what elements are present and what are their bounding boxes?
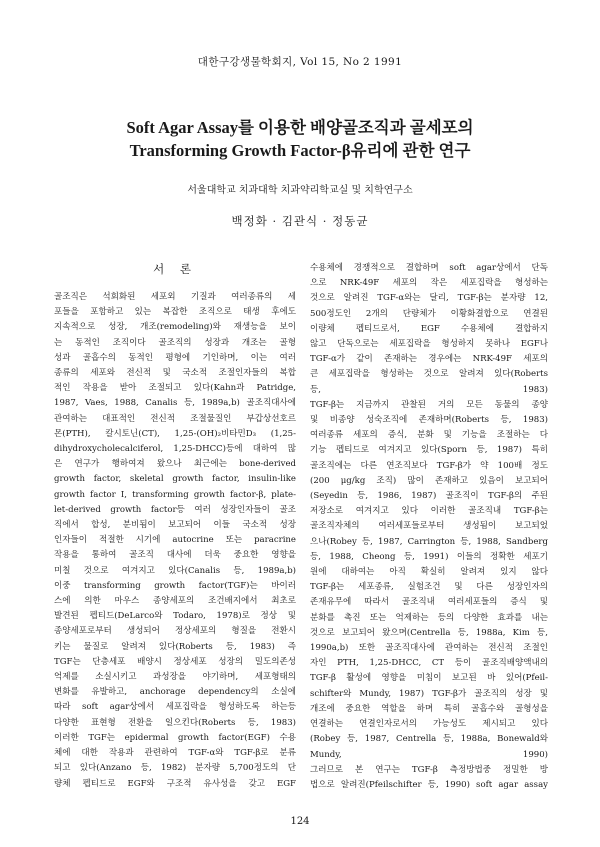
body-text-line: 저장소로 여겨지고 있다 이러한 골조직내 TGF-β는	[310, 506, 548, 517]
right-column	[310, 261, 548, 793]
body-text-line: 지속적으로 성장, 개조(remodeling)와 재생능을 보이	[54, 322, 296, 333]
body-text-line: 기능 펩티드로 여겨지고 있다(Sporn 등, 1987) 특히	[310, 445, 548, 456]
body-text-line: 법으로 알려진(Pfeilschifter 등, 1990) soft agar assay	[310, 779, 548, 790]
left-column-body	[54, 290, 296, 792]
body-text-line: 작용을 통하여 골조직 대사에 더욱 중요한 영향을	[54, 550, 296, 561]
body-text-line: 량체 펩티드로 EGF와 구조적 유사성을 갖고 EGF	[54, 778, 296, 789]
body-text-line: TGF는 단층세포 배양시 정상세포 성장의 밀도의존성	[54, 656, 296, 667]
body-text-line: 키는 물질로 알려져 있다(Roberts 등, 1983) 즉	[54, 641, 296, 652]
body-text-line: 원에 대하여는 아직 확실히 알려져 있지 않다	[310, 567, 548, 578]
body-text-line: 수용체에 경쟁적으로 결합하며 soft agar상에서 단독	[310, 263, 548, 273]
body-text-line: 으나(Robey 등, 1987, Carrington 등, 1988, Sandberg	[310, 536, 548, 547]
body-text-line: 존재유무에 따라서 골조직내 여러세포들의 증식 및	[310, 597, 548, 608]
body-text-line: 는 동적인 조직이다 골조직의 성장과 개조는 골형	[54, 337, 296, 348]
body-text-line: 변화를 유발하고, anchorage dependency의 소실에	[54, 687, 296, 698]
body-text-line: 등, 1988, Cheong 등, 1991) 이들의 정확한 세포기	[310, 551, 548, 562]
body-text-line: TGF-β 활성에 영향을 미침이 보고된 바 있어(Pfeil-	[310, 673, 548, 684]
body-text-line: dihydroxycholecalciferol, 1,25-DHCC)등에 대하여 많	[54, 444, 296, 455]
body-text-line: 1990a,b) 또한 골조직대사에 관여하는 전신적 조절인	[310, 643, 548, 654]
body-text-line: 인자들이 적절한 시기에 autocrine 또는 paracrine	[54, 535, 296, 546]
body-text-line: TGF-α가 같이 존재하는 경우에는 NRK-49F 세포의	[310, 354, 548, 365]
body-text-line: TGF-β는 지금까지 관찰된 거의 모든 동물의 종양	[310, 399, 548, 410]
body-text-line: 이러한 TGF는 epidermal growth factor(EGF) 수용	[54, 732, 296, 743]
right-column-body	[310, 261, 548, 793]
article-title	[0, 116, 600, 162]
body-text-line: 및 비종양 성숙조직에 존재하며(Roberts 등, 1983)	[310, 415, 548, 426]
body-text-line: TGF-β는 세포종류, 실험조건 및 다른 성장인자의	[310, 582, 548, 593]
body-text-line: 것으로 알려진 TGF-α와는 달리, TGF-β는 분자량 12,	[310, 293, 548, 304]
body-text-line: 성과 골흡수의 동적인 평형에 기인하며, 이는 여러	[54, 352, 296, 363]
article-title-line-1: Soft Agar Assay를 이용한 배양골조직과 골세포의	[126, 118, 474, 137]
body-text-line: 큰 세포집락을 형성하는 것으로 알려져 있다(Roberts	[310, 369, 548, 380]
body-text-line: 않고 단독으로는 세포집락을 형성하지 못하나 EGF나	[310, 339, 548, 350]
journal-header: 대한구강생물학회지, Vol 15, No 2 1991	[197, 56, 403, 68]
body-text-line: let-derived growth factor등 여러 성장인자들이 골조	[54, 504, 296, 515]
body-text-line: 것으로 보고되어 왔으며(Centrella 등, 1988a, Kim 등,	[310, 627, 548, 638]
body-text-line: 그러므로 본 연구는 TGF-β 측정방법중 정밀한 방	[310, 764, 548, 775]
body-text-line: 억제를 소실시키고 과성장을 야기하며, 세포형태의	[54, 672, 296, 683]
left-column	[54, 260, 296, 792]
body-text-line: 여러종류 세포의 증식, 분화 및 기능을 조절하는 다	[310, 430, 548, 441]
body-text-line: 으로 NRK-49F 세포의 작은 세포집락을 형성하는	[310, 278, 548, 289]
body-text-line: 골조직에는 다른 연조직보다 TGF-β가 약 100배 정도	[310, 460, 548, 471]
body-text-line: 포들을 포함하고 있는 복잡한 조직으로 태생 후에도	[54, 307, 296, 318]
body-text-line: (200 μg/kg 조직) 많이 존재하고 있음이 보고되어	[310, 475, 548, 486]
body-text-line: 종류의 세포와 전신적 및 국소적 조절인자들의 복합	[54, 368, 296, 379]
body-text-line: schifter와 Mundy, 1987) TGF-β가 골조직의 성장 및	[310, 688, 548, 699]
body-text-line: 직에서 합성, 분비됨이 보고되어 이들 국소적 성장	[54, 520, 296, 531]
body-text-line: (Robey 등, 1987, Centrella 등, 1988a, Bonewald와	[310, 734, 548, 745]
body-text-line: 스에 의한 마우스 종양세포의 조건배지에서 최초로	[54, 596, 296, 607]
body-text-line: 골조직자체의 여러세포들로부터 생성됨이 보고되었	[310, 521, 548, 532]
body-text-line: 이중 transforming growth factor(TGF)는 바이러	[54, 580, 296, 591]
body-text-line: growth factor, skeletal growth factor, insulin-like	[54, 474, 296, 485]
body-text-line: 따라 soft agar상에서 세포집락을 형성하도록 하는등	[54, 702, 296, 713]
body-text-line: 500정도인 2개의 단량체가 이황화결합으로 연결된	[310, 308, 548, 319]
body-text-line: 등, 1983)	[310, 384, 548, 395]
author-list: 백정화 · 김관식 · 정동균	[231, 214, 369, 228]
body-text-line: 연결하는 연결인자로서의 가능성도 제시되고 있다	[310, 719, 548, 730]
body-text-line: 적인 작용을 받아 조절되고 있다(Kahn과 Patridge,	[54, 383, 296, 394]
article-title-line-2: Transforming Growth Factor-β유리에 관한 연구	[129, 141, 471, 160]
body-text-line: 개조에 중요한 역할을 하며 특히 골흡수와 골형성을	[310, 703, 548, 714]
body-text-line: Mundy, 1990)	[310, 749, 548, 760]
body-text-line: 자인 PTH, 1,25-DHCC, CT 등이 골조직배양액내의	[310, 658, 548, 669]
body-text-line: 체에 대한 작용과 관련하여 TGF-α와 TGF-β로 분류	[54, 748, 296, 759]
body-text-line: 종양세포로부터 생성되어 정상세포의 형질을 전환시	[54, 626, 296, 637]
body-text-line: 다양한 표현형 전환을 일으킨다(Roberts 등, 1983)	[54, 717, 296, 728]
body-text-line: 분화를 촉진 또는 억제하는 등의 다양한 효과를 내는	[310, 612, 548, 623]
body-text-line: growth factor I, transforming growth factor-β, plate-	[54, 489, 296, 500]
body-text-line: 되고 있다(Anzano 등, 1982) 분자량 5,700정도의 단	[54, 763, 296, 774]
body-text-line: 관여하는 대표적인 전신적 조절물질인 부갑상선호르	[54, 413, 296, 424]
body-text-line: 골조직은 석회화된 세포외 기질과 여러종류의 세	[54, 292, 296, 302]
section-heading-introduction: 서 론	[153, 262, 197, 276]
body-text-line: 은 연구가 행하여져 왔으나 최근에는 bone-derived	[54, 459, 296, 470]
body-text-line: 이량체 펩티드로서, EGF 수용체에 결합하지	[310, 323, 548, 334]
page-number: 124	[290, 816, 310, 827]
body-text-line: 발견된 펩티드(DeLarco와 Todaro, 1978)로 정상 및	[54, 611, 296, 622]
body-text-line: 몬(PTH), 칼시토닌(CT), 1,25-(OH)₂비타민D₃ (1,25-	[54, 428, 296, 439]
body-text-line: (Seyedin 등, 1986, 1987) 골조직이 TGF-β의 주된	[310, 491, 548, 502]
author-affiliation: 서울대학교 치과대학 치과약리학교실 및 치학연구소	[187, 185, 413, 196]
body-text-line: 미칠 것으로 여겨지고 있다(Canalis 등, 1989a,b)	[54, 565, 296, 576]
body-text-line: 1987, Vaes, 1988, Canalis 등, 1989a,b) 골조직대사에	[54, 398, 296, 409]
